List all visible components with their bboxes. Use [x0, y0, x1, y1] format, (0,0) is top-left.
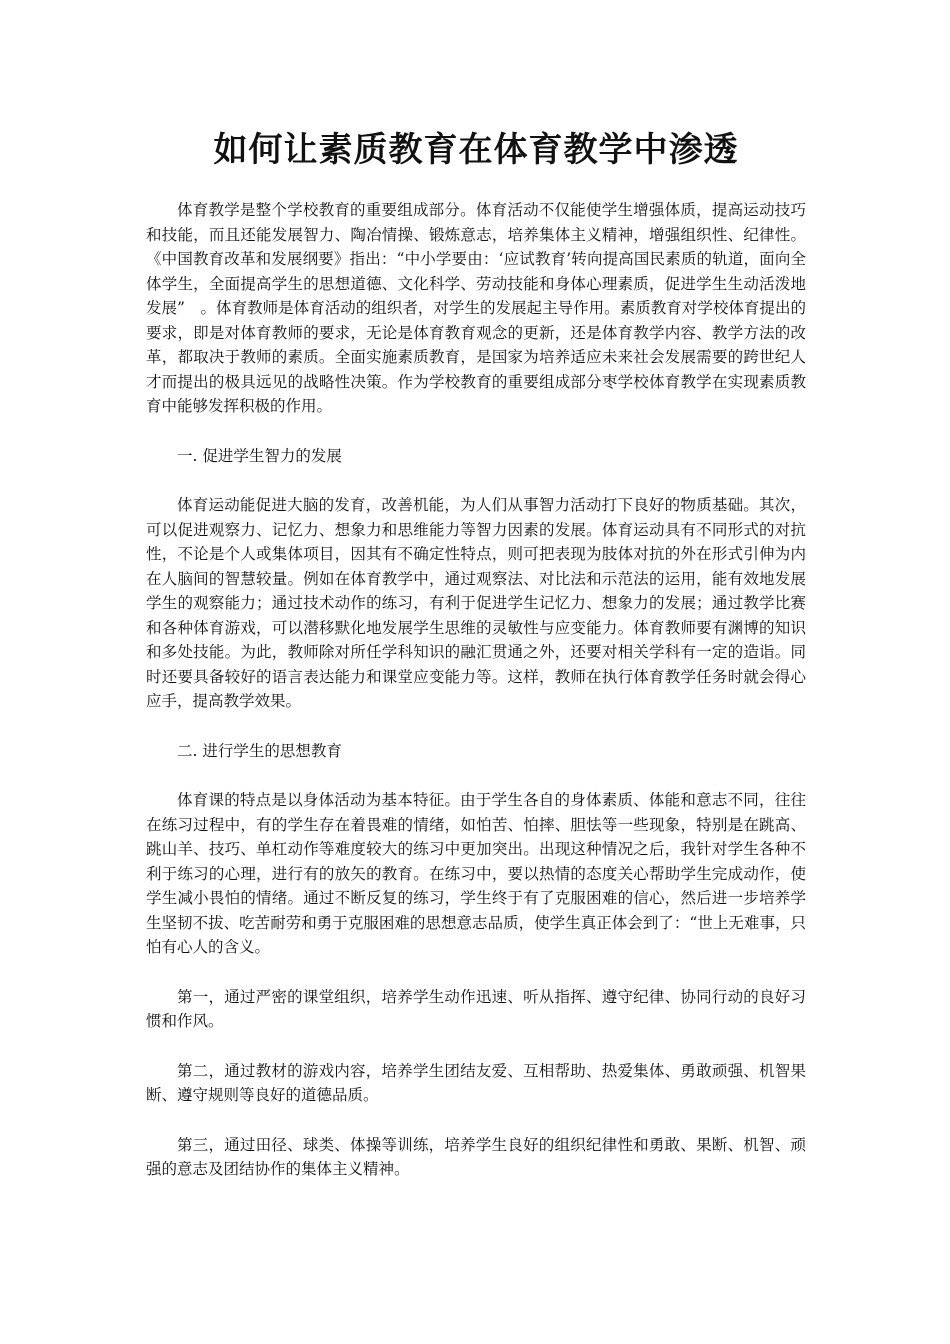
paragraph-ideology: 体育课的特点是以身体活动为基本特征。由于学生各自的身体素质、体能和意志不同，往往在练习过程中，有的学生存在着畏难的情绪，如怕苦、怕摔、胆怯等一些现象，特别是在跳高、跳山羊、技巧、单杠动作等难度较大的练习中更加突出。出现这种情况之后，我针对学生各种不利于练习的心理，进行有的放矢的教育。在练习中，要以热情的态度关心帮助学生完成动作，使学生减小畏怕的情绪。通过不断反复的练习，学生终于有了克服困难的信心，然后进一步培养学生坚韧不拔、吃苦耐劳和勇于克服困难的思想意志品质，使学生真正体会到了：“世上无难事，只怕有心人的含义。 — [146, 791, 806, 956]
paragraph-second: 第二，通过教材的游戏内容，培养学生团结友爱、互相帮助、热爱集体、勇敢顽强、机智果断、遵守规则等良好的道德品质。 — [146, 1061, 806, 1104]
paragraph-gap — [146, 714, 806, 739]
paragraph-first: 第一，通过严密的课堂组织，培养学生动作迅速、听从指挥、遵守纪律、协同行动的良好习惯和作风。 — [146, 987, 806, 1030]
section-heading-1: 一. 促进学生智力的发展 — [177, 446, 342, 465]
document-body — [146, 198, 806, 1182]
paragraph-intro: 体育教学是整个学校教育的重要组成部分。体育活动不仅能使学生增强体质，提高运动技巧和技能，而且还能发展智力、陶冶情操、锻炼意志，培养集体主义精神，增强组织性、纪律性。《中国教育改革和发展纲要》指出：“中小学要由：‘应试教育’转向提高国民素质的轨道，面向全体学生，全面提高学生的思想道德、文化科学、劳动技能和身体心理素质，促进学生生动活泼地发展” 。体育教师是体育活动的组织者，对学生的发展起主导作用。素质教育对学校体育提出的要求，即是对体育教师的要求，无论是体育教育观念的更新，还是体育教学内容、教学方法的改革，都取决于教师的素质。全面实施素质教育，是国家为培养适应未来社会发展需要的跨世纪人才而提出的极具远见的战略性决策。作为学校教育的重要组成部分枣学校体育教学在实现素质教育中能够发挥积极的作用。 — [146, 201, 806, 415]
paragraph-gap — [146, 468, 806, 493]
document-title: 如何让素质教育在体育教学中渗透 — [213, 130, 739, 170]
paragraph-gap — [146, 419, 806, 444]
paragraph-gap — [146, 1108, 806, 1133]
paragraph-gap — [146, 1034, 806, 1059]
paragraph-gap — [146, 960, 806, 985]
section-heading-2: 二. 进行学生的思想教育 — [177, 741, 342, 760]
paragraph-intelligence: 体育运动能促进大脑的发育，改善机能，为人们从事智力活动打下良好的物质基础。其次，可以促进观察力、记忆力、想象力和思维能力等智力因素的发展。体育运动具有不同形式的对抗性，不论是个人或集体项目，因其有不确定性特点，则可把表现为肢体对抗的外在形式引伸为内在人脑间的智慧较量。例如在体育教学中，通过观察法、对比法和示范法的运用，能有效地发展学生的观察能力；通过技术动作的练习，有利于促进学生记忆力、想象力的发展；通过教学比赛和各种体育游戏，可以潜移默化地发展学生思维的灵敏性与应变能力。体育教师要有渊博的知识和多处技能。为此，教师除对所任学科知识的融汇贯通之外，还要对相关学科有一定的造诣。同时还要具备较好的语言表达能力和课堂应变能力等。这样，教师在执行体育教学任务时就会得心应手，提高教学效果。 — [146, 496, 806, 710]
paragraph-third: 第三，通过田径、球类、体操等训练，培养学生良好的组织纪律性和勇敢、果断、机智、顽强的意志及团结协作的集体主义精神。 — [146, 1135, 806, 1178]
paragraph-gap — [146, 763, 806, 788]
